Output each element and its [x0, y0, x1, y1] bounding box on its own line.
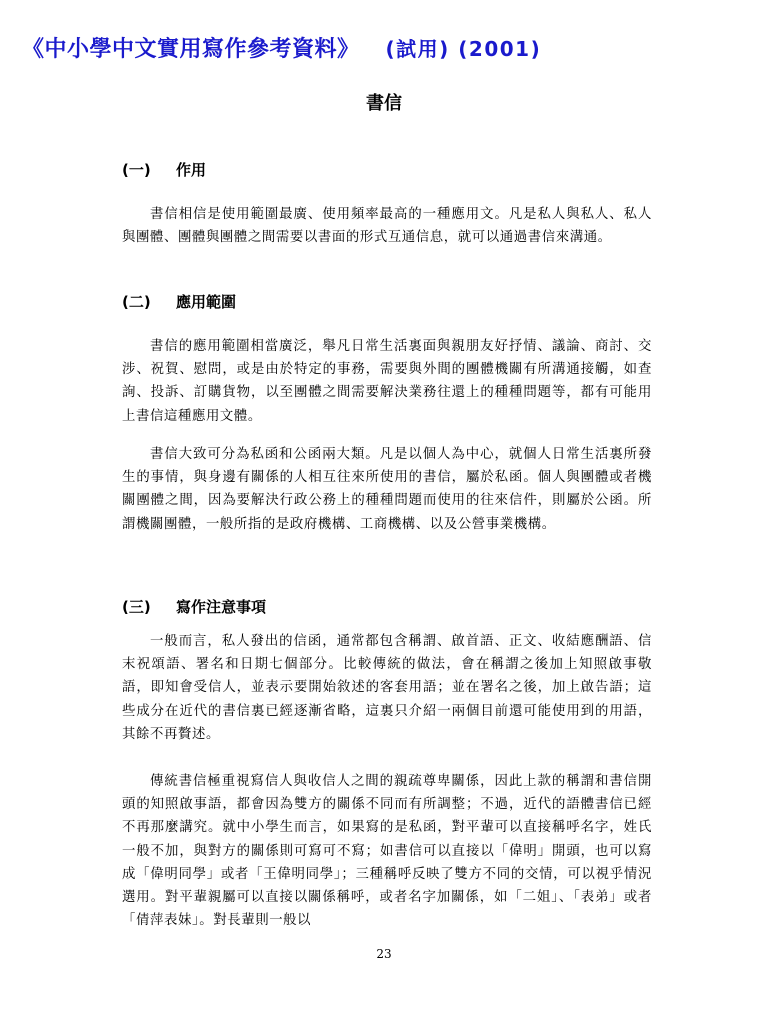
paragraph-3-2: 傳統書信極重視寫信人與收信人之間的親疏尊卑關係，因此上款的稱謂和書信開頭的知照啟事語，都會因為雙方的關係不同而有所調整；不過，近代的語體書信已經不再那麼講究。就中小學生而言，如果寫的是私函，對平輩可以直接稱呼名字，姓氏一般不加，與對方的關係則可寫可不寫；如書信可以直接以「偉明」開頭，也可以寫成「偉明同學」或者「王偉明同學」；三種稱呼反映了雙方不同的交情，可以視乎情況選用。對平輩親屬可以直接以關係稱呼，或者名字加關係，如「二姐」、「表弟」或者「倩萍表妹」。對長輩則一般以 — [122, 774, 652, 929]
document-title: 書信 — [366, 93, 402, 114]
paragraph-2-2: 書信大致可分為私函和公函兩大類。凡是以個人為中心，就個人日常生活裏所發生的事情，與身邊有關係的人相互往來所使用的書信，屬於私函。個人與團體或者機關團體之間，因為要解決行政公務上的種種問題而使用的往來信件，則屬於公函。所謂機關團體，一般所指的是政府機構、工商機構、以及公營事業機構。 — [122, 447, 652, 532]
section-title-1: 作用 — [176, 161, 207, 179]
section-heading-1 — [122, 159, 206, 180]
document-header — [22, 32, 541, 63]
page-number: 23 — [376, 947, 392, 961]
section-number-1: (一) — [122, 161, 151, 179]
section-heading-2 — [122, 291, 236, 312]
paragraph-2-1: 書信的應用範圍相當廣泛，舉凡日常生活裏面與親朋友好抒情、議論、商討、交涉、祝賀、慰問，或是由於特定的事務，需要與外間的團體機關有所溝通接觸，如查詢、投訴、訂購貨物，以至團體之間需要解決業務往還上的種種問題等，都有可能用上書信這種應用文體。 — [122, 339, 652, 424]
paragraph-3-1: 一般而言，私人發出的信函，通常都包含稱謂、啟首語、正文、收結應酬語、信末祝頌語、署名和日期七個部分。比較傳統的做法，會在稱謂之後加上知照啟事敬語，即知會受信人，並表示要開始敘述的客套用語；並在署名之後，加上啟告語；這些成分在近代的書信裏已經逐漸省略，這裏只介紹一兩個目前還可能使用到的用語，其餘不再贅述。 — [122, 634, 652, 742]
paragraph-1-1: 書信相信是使用範圍最廣、使用頻率最高的一種應用文。凡是私人與私人、私人與團體、團體與團體之間需要以書面的形式互通信息，就可以通過書信來溝通。 — [122, 207, 652, 246]
header-title: 《中小學中文實用寫作參考資料》 — [22, 37, 360, 62]
section-number-2: (二) — [122, 293, 151, 311]
section-number-3: (三) — [122, 598, 151, 616]
section-title-2: 應用範圍 — [176, 293, 237, 311]
header-subtitle: (試用) (2001) — [385, 37, 542, 61]
section-title-3: 寫作注意事項 — [176, 598, 267, 616]
section-heading-3 — [122, 596, 266, 617]
